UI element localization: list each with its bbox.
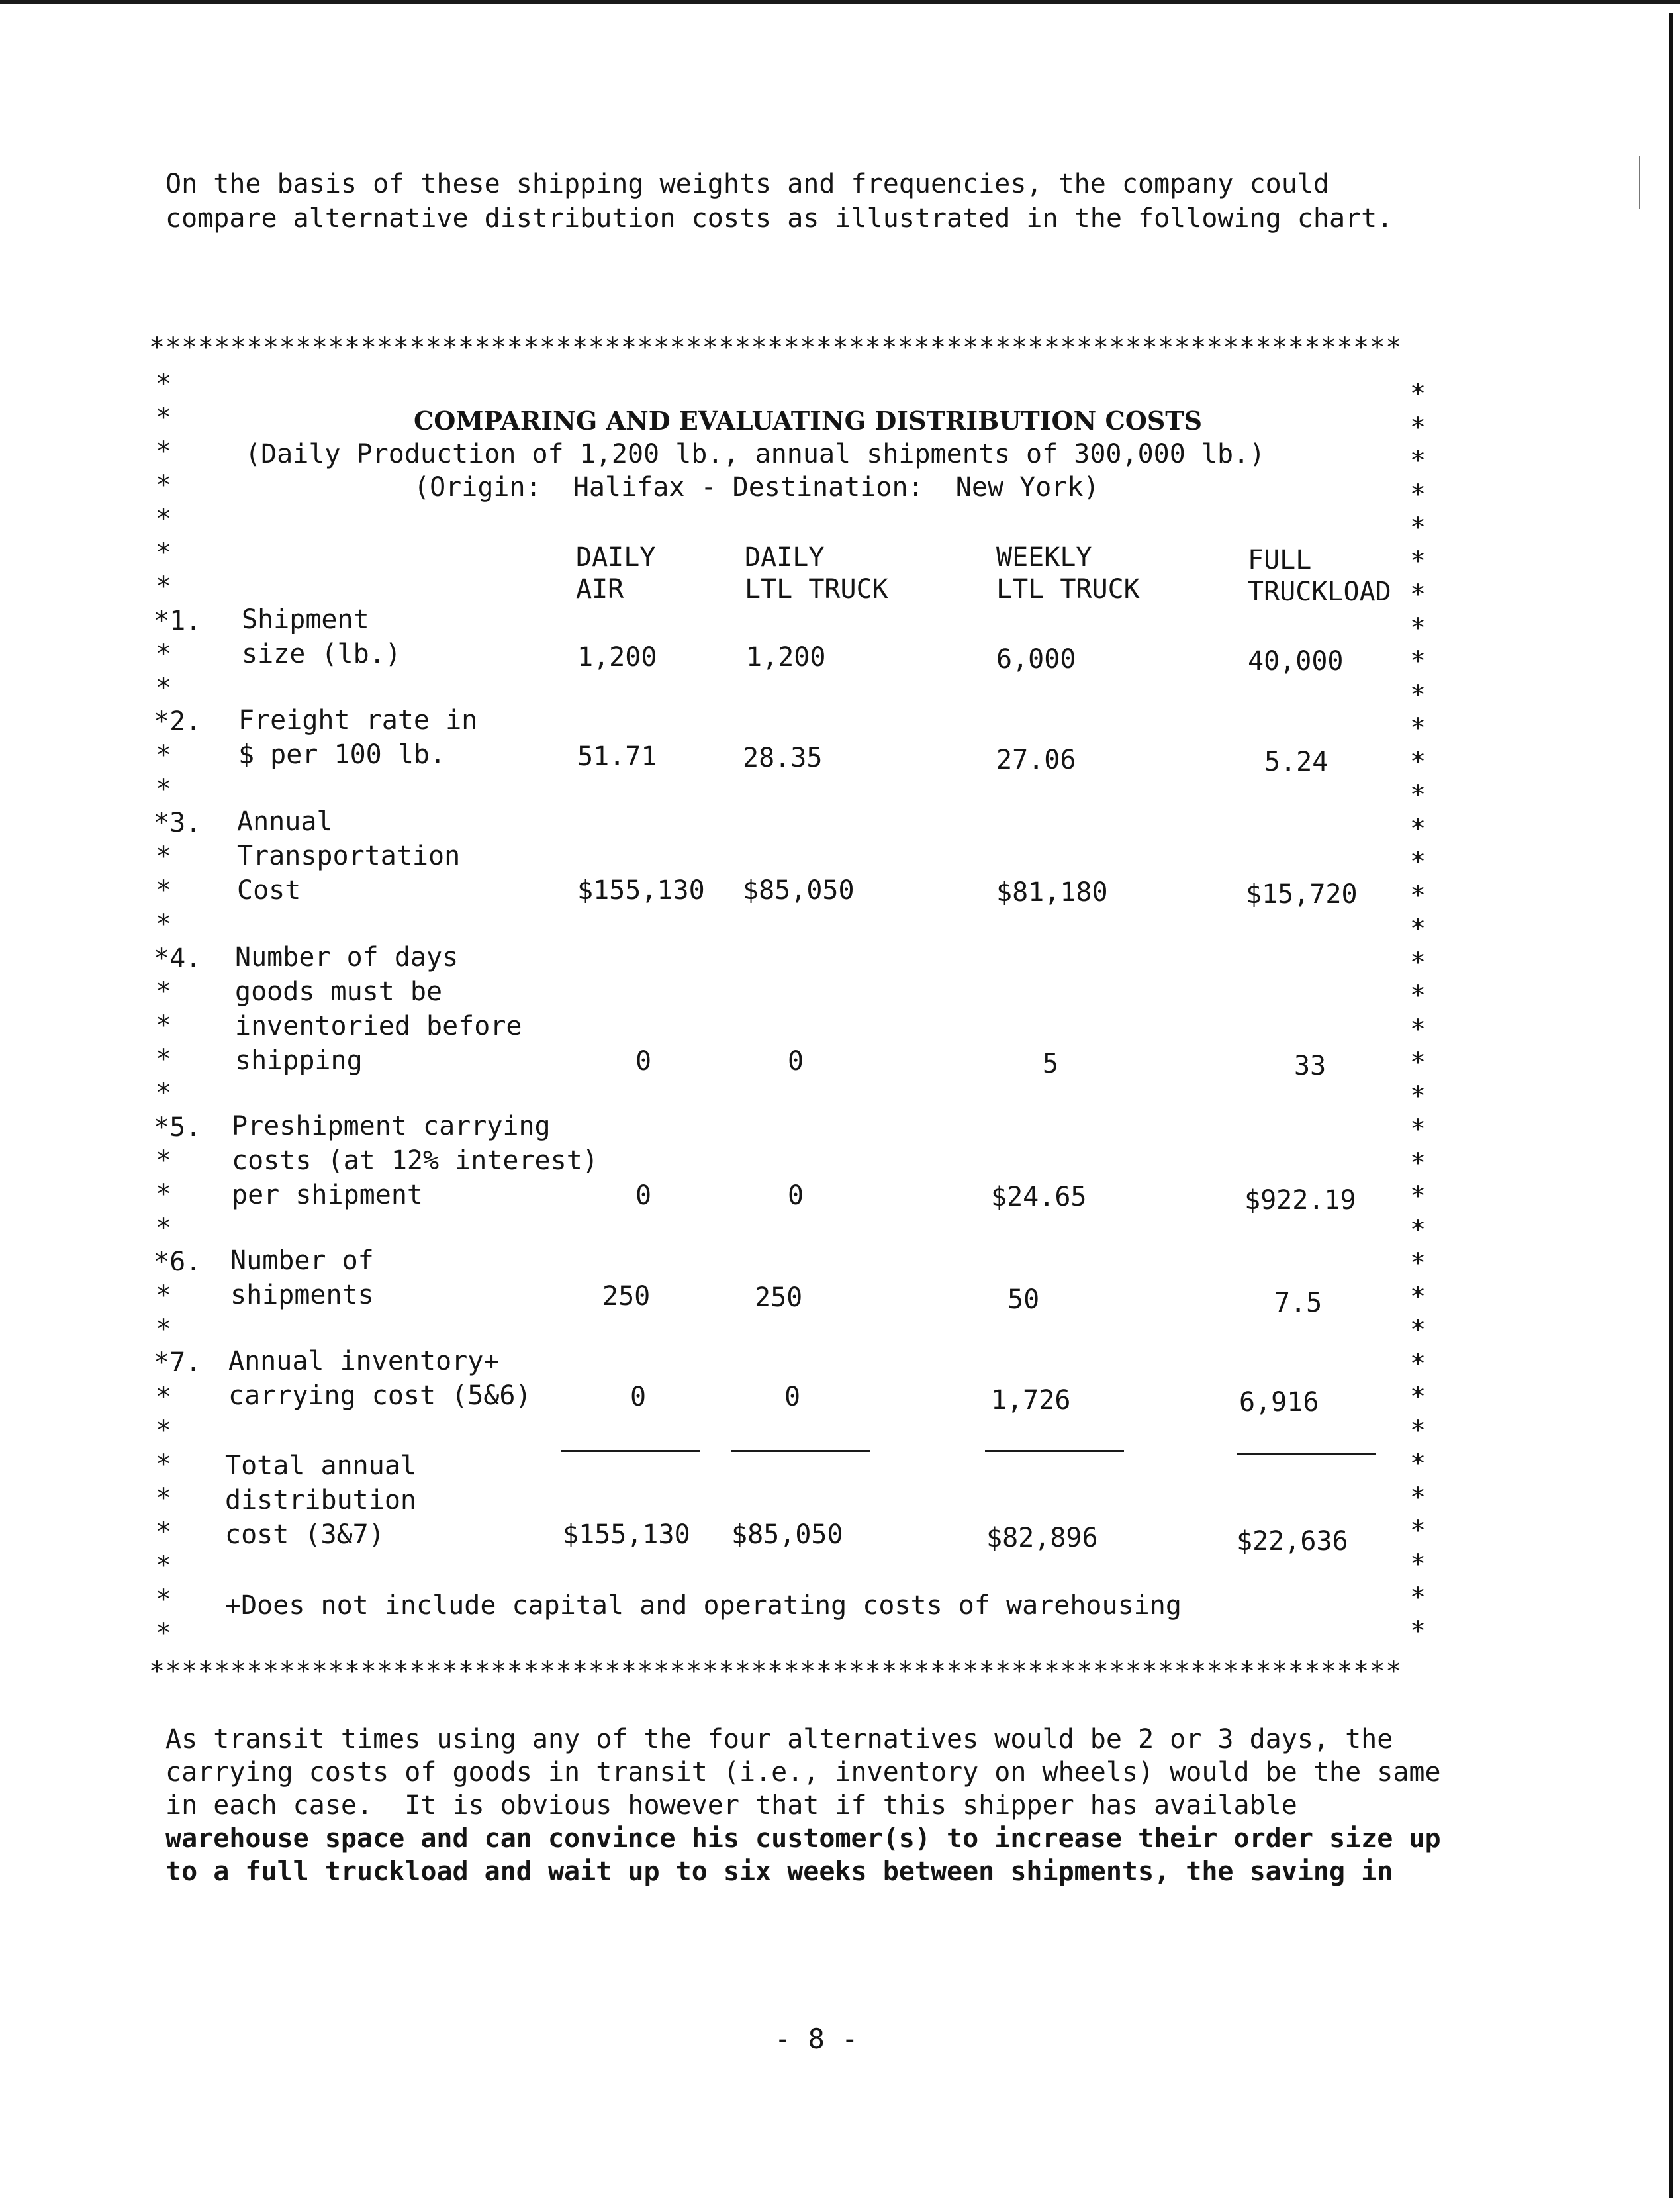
border-star: * bbox=[1410, 379, 1426, 409]
row-number: *1. bbox=[154, 606, 202, 636]
row-label: Number of shipments bbox=[230, 1245, 374, 1310]
column-header-daily-air: DAILY AIR bbox=[576, 542, 656, 604]
row-label: Annual inventory+ carrying cost (5&6) bbox=[228, 1346, 532, 1411]
footnote: +Does not include capital and operating costs of warehousing bbox=[225, 1590, 1182, 1621]
border-star: * bbox=[156, 1415, 172, 1446]
total-ltl: $85,050 bbox=[731, 1519, 843, 1550]
total-rule-weekly-ltl bbox=[985, 1450, 1124, 1452]
border-star: * bbox=[156, 673, 172, 703]
cell-air: $155,130 bbox=[577, 875, 705, 906]
border-star: * bbox=[156, 1078, 172, 1108]
chart-title: COMPARING AND EVALUATING DISTRIBUTION COSTS bbox=[414, 406, 1203, 436]
total-rule-ltl bbox=[731, 1450, 870, 1452]
border-star: * bbox=[156, 1449, 172, 1480]
row-label: Freight rate in $ per 100 lb. bbox=[238, 705, 478, 770]
cell-weekly-ltl: 6,000 bbox=[996, 644, 1076, 675]
border-star: * bbox=[1410, 1047, 1426, 1078]
cell-ltl: 0 bbox=[788, 1046, 804, 1077]
column-header-daily-ltl: DAILY LTL TRUCK bbox=[745, 542, 888, 604]
border-star: * bbox=[1410, 512, 1426, 543]
cell-weekly-ltl: $81,180 bbox=[996, 877, 1108, 908]
scan-right-mark bbox=[1639, 156, 1640, 209]
cell-full-truckload: $922.19 bbox=[1244, 1185, 1356, 1216]
border-star: * bbox=[156, 470, 172, 501]
chart-subtitle-origin: (Origin: Halifax - Destination: New York) bbox=[414, 472, 1099, 503]
chart-subtitle-production: (Daily Production of 1,200 lb., annual shipments of 300,000 lb.) bbox=[245, 439, 1266, 469]
border-star: * bbox=[1410, 1482, 1426, 1513]
border-star: * bbox=[1410, 981, 1426, 1011]
border-star: * bbox=[156, 875, 172, 906]
cell-ltl: 250 bbox=[755, 1282, 803, 1313]
border-star: * bbox=[156, 977, 172, 1007]
border-star: * bbox=[1410, 546, 1426, 577]
border-star: * bbox=[156, 1517, 172, 1547]
cell-ltl: 0 bbox=[784, 1382, 801, 1412]
cell-full-truckload: $15,720 bbox=[1246, 879, 1358, 910]
intro-line: compare alternative distribution costs as illustrated in the following chart. bbox=[165, 203, 1393, 234]
border-star: * bbox=[156, 1145, 172, 1176]
total-air: $155,130 bbox=[563, 1519, 690, 1550]
border-star: * bbox=[1410, 1616, 1426, 1647]
border-star: * bbox=[156, 1483, 172, 1513]
border-star: * bbox=[156, 774, 172, 804]
cell-full-truckload: 7.5 bbox=[1274, 1288, 1323, 1318]
border-star: * bbox=[1410, 1248, 1426, 1278]
border-star: * bbox=[156, 1213, 172, 1243]
row-label: Preshipment carrying costs (at 12% interest) per shipment bbox=[232, 1111, 598, 1210]
border-star: * bbox=[156, 1010, 172, 1041]
intro-paragraph bbox=[165, 167, 1393, 236]
border-star: * bbox=[1410, 1282, 1426, 1312]
border-star: * bbox=[156, 740, 172, 771]
cell-weekly-ltl: 1,726 bbox=[991, 1385, 1071, 1415]
cell-full-truckload: 5.24 bbox=[1264, 747, 1329, 777]
cell-weekly-ltl: 5 bbox=[1043, 1049, 1059, 1079]
cell-full-truckload: 40,000 bbox=[1248, 646, 1344, 677]
border-star: * bbox=[1410, 847, 1426, 877]
border-star: * bbox=[1410, 1582, 1426, 1613]
border-star: * bbox=[1410, 1449, 1426, 1479]
scan-top-edge bbox=[0, 0, 1680, 4]
border-star: * bbox=[156, 841, 172, 872]
cell-air: 0 bbox=[630, 1382, 647, 1412]
border-star: * bbox=[156, 1044, 172, 1075]
cell-ltl: $85,050 bbox=[743, 875, 855, 906]
border-star: * bbox=[1410, 713, 1426, 743]
page-number: - 8 - bbox=[774, 2023, 859, 2055]
row-number: *5. bbox=[154, 1112, 202, 1143]
cell-weekly-ltl: $24.65 bbox=[991, 1182, 1087, 1212]
border-star: * bbox=[1410, 1014, 1426, 1045]
row-number: *7. bbox=[154, 1347, 202, 1378]
border-star: * bbox=[1410, 881, 1426, 911]
total-full-truckload: $22,636 bbox=[1237, 1526, 1348, 1557]
border-star: * bbox=[1410, 1382, 1426, 1412]
border-star: * bbox=[156, 1551, 172, 1581]
column-header-weekly-ltl: WEEKLY LTL TRUCK bbox=[996, 542, 1140, 604]
row-number: *2. bbox=[154, 706, 202, 737]
cell-air: 51.71 bbox=[577, 742, 657, 772]
border-star: * bbox=[1410, 1181, 1426, 1212]
paragraph-line: in each case. It is obvious however that if this shipper has available bbox=[165, 1790, 1297, 1821]
border-star: * bbox=[1410, 914, 1426, 944]
border-star: * bbox=[1410, 579, 1426, 610]
border-star: * bbox=[1410, 814, 1426, 844]
closing-paragraph bbox=[165, 1723, 1441, 1888]
total-rule-full-truckload bbox=[1237, 1453, 1376, 1455]
row-label: Shipment size (lb.) bbox=[242, 604, 401, 669]
total-rule-air bbox=[561, 1450, 700, 1452]
paragraph-line: As transit times using any of the four alternatives would be 2 or 3 days, the bbox=[165, 1724, 1393, 1754]
border-star: * bbox=[156, 436, 172, 467]
border-star: * bbox=[156, 1280, 172, 1311]
border-star: * bbox=[1410, 1515, 1426, 1546]
paragraph-line: warehouse space and can convince his customer(s) to increase their order size up bbox=[165, 1823, 1441, 1854]
border-star: * bbox=[1410, 1315, 1426, 1345]
cell-air: 1,200 bbox=[577, 642, 657, 673]
cell-ltl: 0 bbox=[788, 1180, 804, 1211]
cell-weekly-ltl: 50 bbox=[1007, 1284, 1040, 1315]
row-number: *6. bbox=[154, 1247, 202, 1277]
border-star: * bbox=[1410, 747, 1426, 777]
cell-full-truckload: 6,916 bbox=[1239, 1387, 1319, 1417]
border-star: * bbox=[1410, 1081, 1426, 1112]
border-star: * bbox=[1410, 1415, 1426, 1446]
border-star: * bbox=[1410, 479, 1426, 510]
border-star: * bbox=[1410, 780, 1426, 810]
border-star: * bbox=[156, 1382, 172, 1412]
border-star: * bbox=[156, 403, 172, 433]
border-star: * bbox=[156, 1179, 172, 1210]
border-star: * bbox=[156, 909, 172, 939]
cell-air: 250 bbox=[602, 1281, 651, 1312]
border-star: * bbox=[1410, 1549, 1426, 1580]
border-star: * bbox=[1410, 680, 1426, 710]
star-border-top: ***************************************************************************** bbox=[149, 332, 1402, 363]
border-star: * bbox=[156, 1584, 172, 1615]
border-star: * bbox=[156, 504, 172, 534]
row-number: *4. bbox=[154, 943, 202, 974]
border-star: * bbox=[156, 571, 172, 602]
border-star: * bbox=[1410, 446, 1426, 476]
border-star: * bbox=[156, 369, 172, 399]
border-star: * bbox=[1410, 613, 1426, 644]
cell-full-truckload: 33 bbox=[1294, 1051, 1327, 1081]
border-star: * bbox=[1410, 1349, 1426, 1379]
column-header-full-truckload: FULL TRUCKLOAD bbox=[1248, 545, 1391, 607]
border-star: * bbox=[1410, 1148, 1426, 1178]
star-border-bottom: ***************************************************************************** bbox=[149, 1656, 1402, 1687]
border-star: * bbox=[156, 1618, 172, 1649]
border-star: * bbox=[1410, 1114, 1426, 1145]
border-star: * bbox=[156, 639, 172, 669]
border-star: * bbox=[1410, 947, 1426, 978]
row-number: *3. bbox=[154, 808, 202, 838]
intro-line: On the basis of these shipping weights and frequencies, the company could bbox=[165, 169, 1329, 199]
paragraph-line: to a full truckload and wait up to six weeks between shipments, the saving in bbox=[165, 1856, 1393, 1887]
border-star: * bbox=[156, 538, 172, 568]
cell-air: 0 bbox=[635, 1180, 652, 1211]
cell-ltl: 28.35 bbox=[743, 743, 823, 773]
row-label: Annual Transportation Cost bbox=[237, 806, 461, 906]
cell-weekly-ltl: 27.06 bbox=[996, 745, 1076, 775]
border-star: * bbox=[1410, 646, 1426, 677]
border-star: * bbox=[1410, 412, 1426, 443]
border-star: * bbox=[1410, 1215, 1426, 1245]
border-star: * bbox=[156, 1314, 172, 1345]
row-label: Number of days goods must be inventoried before shipping bbox=[235, 942, 522, 1076]
paragraph-line: carrying costs of goods in transit (i.e., inventory on wheels) would be the same bbox=[165, 1757, 1441, 1788]
total-row-label: Total annual distribution cost (3&7) bbox=[225, 1451, 416, 1550]
cell-ltl: 1,200 bbox=[746, 642, 826, 673]
cell-air: 0 bbox=[635, 1046, 652, 1077]
total-weekly-ltl: $82,896 bbox=[986, 1523, 1098, 1553]
scan-right-edge bbox=[1669, 13, 1673, 2198]
